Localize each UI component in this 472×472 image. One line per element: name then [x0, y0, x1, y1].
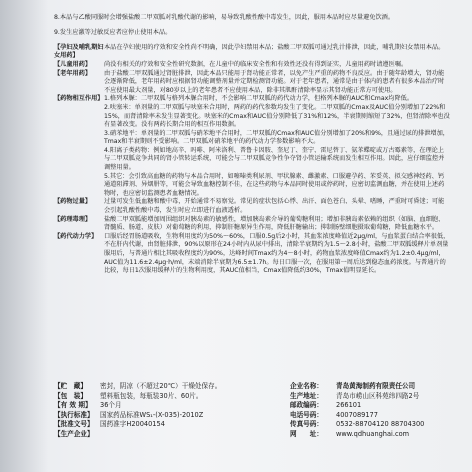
- manufacturer-value: 青岛市崂山区科苑纬四路2号: [336, 391, 420, 400]
- manufacturer-row: [290, 411, 472, 421]
- top-note: 8.本品与乙酸同服时会增强盐酸二甲双胍对乳酸代谢的影响，易导致乳酸性酸中毒发生，因此，服用本品时应尽量避免饮酒。: [54, 14, 395, 22]
- manufacturer-value: www.qdhuanghai.com: [336, 429, 410, 438]
- manufacturer-value: 266101: [336, 401, 362, 410]
- section-children: [54, 61, 450, 70]
- footer-label: 【有 效 期】: [54, 401, 92, 410]
- section-interactions: [54, 95, 450, 198]
- section-label: 【药物过量】: [54, 198, 92, 206]
- section-label: 【药代动力学】: [54, 232, 98, 240]
- footer-value: 国药准字H20040154: [100, 420, 165, 429]
- section-text: 尚没有相关的疗效和安全性研究数据，在儿童中的临床安全性和有效性还没有得到证实，儿童用药时请遵医嘱。: [104, 60, 408, 68]
- section-label: 【药物相互作用】: [54, 95, 104, 103]
- section-text: 2.呋塞米：单剂量的二甲双胍与呋塞米合用时，两药的药代参数均发生了变化。二甲双胍的Cmax及AUC值分别增加了22%和15%，而肾清除率未发生显著变化。呋塞米的Cmax和AUC值分别降低了31%和12%，半衰期则缩短了32%，但肾清除率也没有显著改变。没有两药长期合用的相互作用数据。: [104, 103, 450, 129]
- manufacturer-label: 企业名称：: [290, 382, 323, 390]
- section-label: 【孕妇及哺乳期妇女用药】: [54, 43, 104, 60]
- section-text: 本品在孕妇使用的疗效和安全性尚不明确，因此孕妇禁用本品；盐酸二甲双胍可通过乳汁排泄，因此，哺乳期妇女禁用本品。: [104, 43, 445, 51]
- manufacturer-label: 网 址：: [290, 429, 323, 438]
- footer-value: 国家药品标准WS₁-(X-035)-2010Z: [100, 410, 204, 419]
- manufacturer-value: 0532-88704120 88704300: [336, 420, 425, 429]
- footer-value: 塑料瓶包装，每瓶装30片、60片。: [100, 391, 203, 400]
- manufacturer-row: [290, 401, 472, 411]
- top-note: 9.发生应激等过敏反应者应停止使用本品。: [54, 28, 172, 36]
- section-text: 口服后经胃肠道吸收，生物利用度约为50%～60%，口服0.5g后2小时，其血浆浓度峰值近2μg/ml，与血浆蛋白结合率很低，不在肝内代谢，由肾脏排泄，90%以原形在24小时内从尿中排出，清除半衰期约为1.5～2.8小时，盐酸二甲双胍缓释片单剂量服用后，与普通片相比其吸收程度约为90%，达峰时间Tmax约为4～8小时，药物血浆浓度峰值Cmax约为1.2±0.4μg/ml，AUC值为11.6±2.4μg·h/ml，末端消除半衰期为6.5±1.7h。每日口服一次，在服用第一周后达到稳态血药浓度。与普通片的比较，每日1次服用缓释片的生物利用度，其AUC值相当，Cmax值降低约30%，Tmax值明显延长。: [104, 232, 450, 275]
- footer-value: 密封，阴凉（不超过20℃）干燥处保存。: [100, 382, 222, 390]
- section-label: 【老年用药】: [54, 69, 92, 77]
- footer-label: 【生产企业】: [54, 429, 94, 438]
- section-text: 盐酸二甲双胍能增加周围组织对胰岛素的敏感性，增加胰岛素介导的葡萄糖利用；增加非胰岛素依赖的组织（如脑、血细胞、肾髓质、肠道、皮肤）对葡萄糖的利用，抑制肝糖原异生作用，降低肝糖输出；抑制肠壁细胞摄取葡萄糖，降低血糖水平。: [104, 215, 445, 232]
- section-elderly: [54, 70, 450, 96]
- manufacturer-row: [290, 420, 472, 430]
- manufacturer-value: 青岛黄海制药有限责任公司: [336, 382, 416, 390]
- footer-label: 【包 装】: [54, 391, 87, 400]
- section-text: 3.硝苯地平：单剂量的二甲双胍与硝苯地平合用时，二甲双胍的Cmax和AUC值分别增加了20%和9%，且通过尿的排泄增加，Tmax和半衰期则不受影响。二甲双胍对硝苯地平的药代动力学参数影响不大。: [104, 129, 449, 146]
- section-text: 由于盐酸二甲双胍通过肾脏排泄，因此本品只能用于肾功能正常者，以免产生严重的药物不良反应。由于随年龄增大，肾功能会逐渐降低，老年用药时应根据肾功能调整剂量并定期检测肾功能。对于老年患者，通常是由于体内的患者有很多本品治疗时不应使用最大剂量，对80岁以上的老年患者不应使用本品，除非其肌酐清除率显示其肾功能正常方可使用。: [104, 69, 445, 94]
- manufacturer-label: 生产地址：: [290, 391, 323, 400]
- manufacturer-row: [290, 382, 472, 392]
- manufacturer-info: [290, 382, 472, 440]
- manufacturer-row: [290, 392, 472, 402]
- footer-label: 【批准文号】: [54, 420, 94, 429]
- top-notes: [54, 14, 450, 37]
- section-pharmacology: [54, 216, 450, 233]
- insert-footer: [54, 382, 464, 440]
- section-label: 【儿童用药】: [54, 60, 92, 68]
- insert-body: [54, 8, 450, 276]
- footer-label: 【贮 藏】: [54, 382, 87, 390]
- manufacturer-label: 电话号码：: [290, 410, 323, 419]
- manufacturer-label: 邮政编码：: [290, 401, 323, 410]
- section-label: 【药理毒理】: [54, 215, 92, 223]
- section-text: 过量可发生低血糖和酸中毒，开始通常不易察觉。常见的症状包括心悸、出汗、面色苍白、头晕、嗜睡，严重时可昏迷；可能会引起乳酸性酸中毒，发生时应立即进行血液透析。: [104, 198, 445, 215]
- manufacturer-row: [290, 430, 472, 440]
- manufacturer-label: 传真号码：: [290, 420, 323, 429]
- section-pharmacokinetics: [54, 233, 450, 276]
- section-text: 5.其它：会引致高血糖的药物与本品合用时，如噻嗪类利尿剂、甲状腺素、雌激素、口服避孕药、苯妥英、拟交感神经药、钙通道阻滞剂、异烟肼等，可能会导致血糖控制不佳，在这些药物与本品同时使用或停药时，应密切监测血糖，并在使用上述药物时，也应密切监测患者血糖情况。: [104, 172, 445, 197]
- section-text: 4.阳离子类药物：例如地高辛、吗啡、阿米洛利、普鲁卡因胺、奎尼丁、奎宁、雷尼替丁、氨苯蝶啶或万古霉素等，在理论上与二甲双胍竞争共同的肾小管转运系统，可能会与二甲双胍竞争性争夺肾小管运输系统而发生相互作用。因此，应仔细监控并调整用量。: [104, 146, 445, 172]
- footer-label: 【执行标准】: [54, 410, 94, 419]
- section-text: 1.格列本脲：二甲双胍与格列本脲合用时，不会影响二甲双胍的药代动力学，但格列本脲的AUC和Cmax均降低。: [104, 95, 414, 103]
- section-pregnancy: [54, 44, 450, 61]
- footer-value: 36个月: [100, 401, 122, 410]
- manufacturer-value: 4007089177: [336, 410, 378, 419]
- section-overdose: [54, 198, 450, 215]
